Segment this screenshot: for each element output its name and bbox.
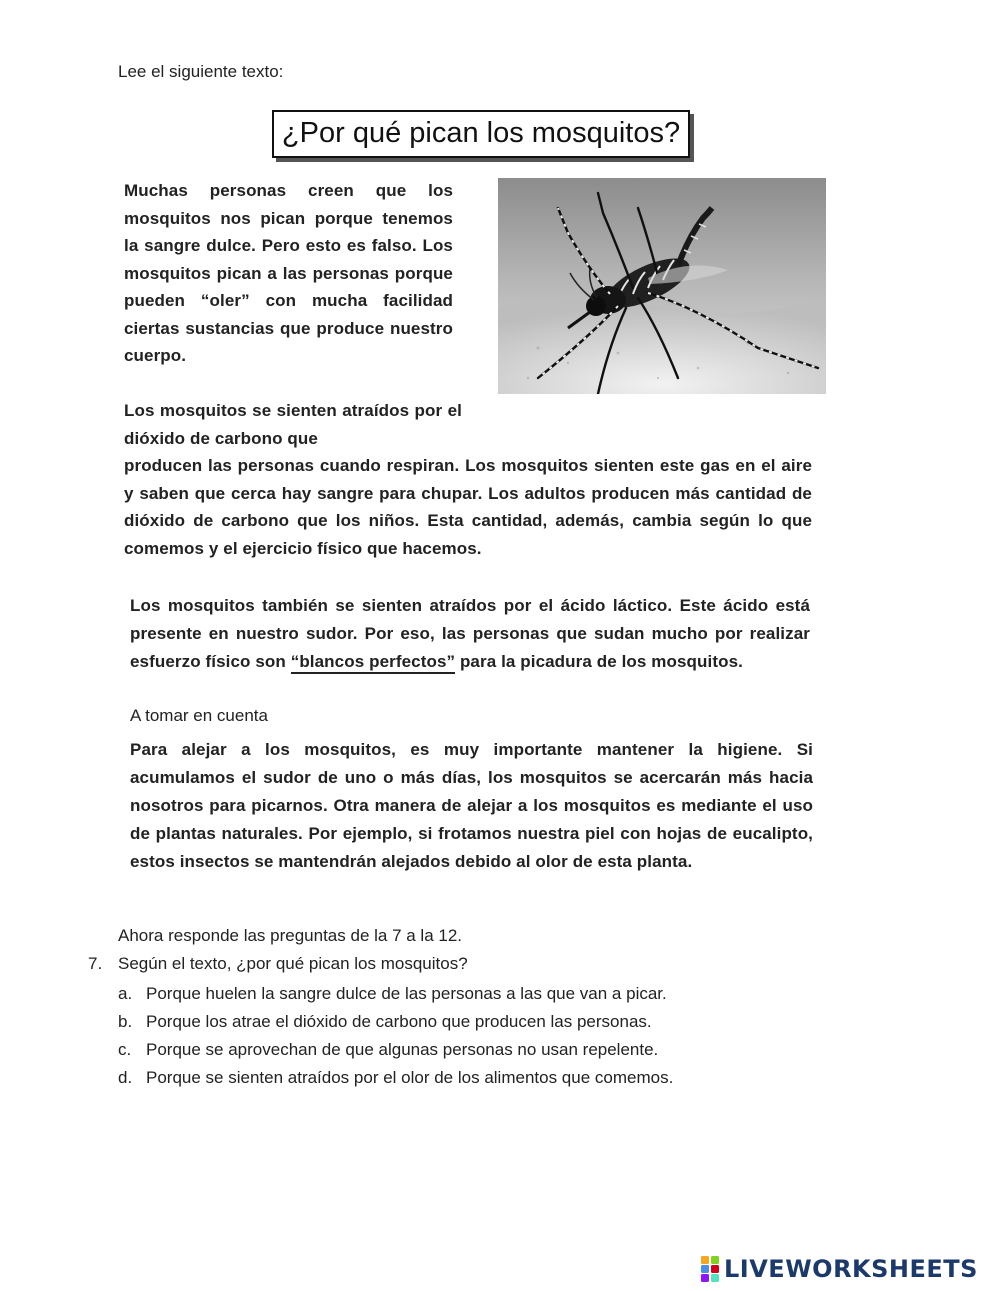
option-d[interactable] (118, 1064, 673, 1092)
liveworksheets-logo[interactable] (700, 1253, 978, 1285)
option-letter: b. (118, 1012, 133, 1031)
option-letter: c. (118, 1040, 132, 1059)
logo-text: LIVEWORKSHEETS (724, 1255, 978, 1283)
paragraph-2-part-2: producen las personas cuando respiran. Los mosquitos sienten este gas en el aire y saben que cerca hay sangre para chupar. Los adultos producen más cantidad de dióxido de carbono que los niños. Esta cantidad, además, cambia según lo que comemos y el ejercicio físico que hacemos. (124, 456, 812, 558)
paragraph-3-end: para la picadura de los mosquitos. (459, 652, 743, 671)
liveworksheets-logo-icon (700, 1255, 720, 1283)
option-text: Porque huelen la sangre dulce de las personas a las que van a picar. (146, 984, 667, 1003)
option-a[interactable] (118, 980, 673, 1008)
option-text: Porque los atrae el dióxido de carbono que producen las personas. (146, 1012, 652, 1031)
question-text: Según el texto, ¿por qué pican los mosquitos? (118, 954, 468, 973)
reading-title: ¿Por qué pican los mosquitos? (272, 110, 690, 158)
answer-options (118, 980, 673, 1092)
blancos-perfectos-phrase: “blancos perfectos” (291, 652, 455, 674)
paragraph-2-part-1: Los mosquitos se sienten atraídos por el dióxido de carbono que (124, 401, 462, 448)
paragraph-3-start: Los mosquitos también se sienten atraídos por el ácido láctico. Este ácido está presente en nuestro sudor. Por eso, las personas que sudan mucho por realizar esfuerzo físico son (130, 596, 810, 671)
option-letter: a. (118, 984, 133, 1003)
paragraph-4: Para alejar a los mosquitos, es muy importante mantener la higiene. Si acumulamos el sudor de uno o más días, los mosquitos se acercarán más hacia nosotros para picarnos. Otra manera de alejar a los mosquitos es mediante el uso de plantas naturales. Por ejemplo, si frotamos nuestra piel con hojas de eucalipto, estos insectos se mantendrán alejados debido al olor de esta planta. (130, 740, 813, 871)
questions-intro: Ahora responde las preguntas de la 7 a la 12. (118, 926, 463, 945)
question-number: 7. (88, 954, 103, 973)
option-text: Porque se aprovechan de que algunas personas no usan repelente. (146, 1040, 659, 1059)
option-letter: d. (118, 1068, 133, 1087)
option-b[interactable] (118, 1008, 673, 1036)
option-text: Porque se sienten atraídos por el olor de los alimentos que comemos. (146, 1068, 674, 1087)
paragraph-1: Muchas personas creen que los mosquitos nos pican porque tenemos la sangre dulce. Pero esto es falso. Los mosquitos pican a las personas porque pueden “oler” con mucha facilidad ciertas sustancias que produce nuestro cuerpo. (124, 181, 453, 365)
paragraph-3 (130, 592, 810, 676)
mosquito-photo (498, 178, 826, 394)
intro-text: Lee el siguiente texto: (118, 62, 284, 81)
question-7 (88, 954, 468, 974)
option-c[interactable] (118, 1036, 673, 1064)
subheading: A tomar en cuenta (130, 706, 268, 725)
